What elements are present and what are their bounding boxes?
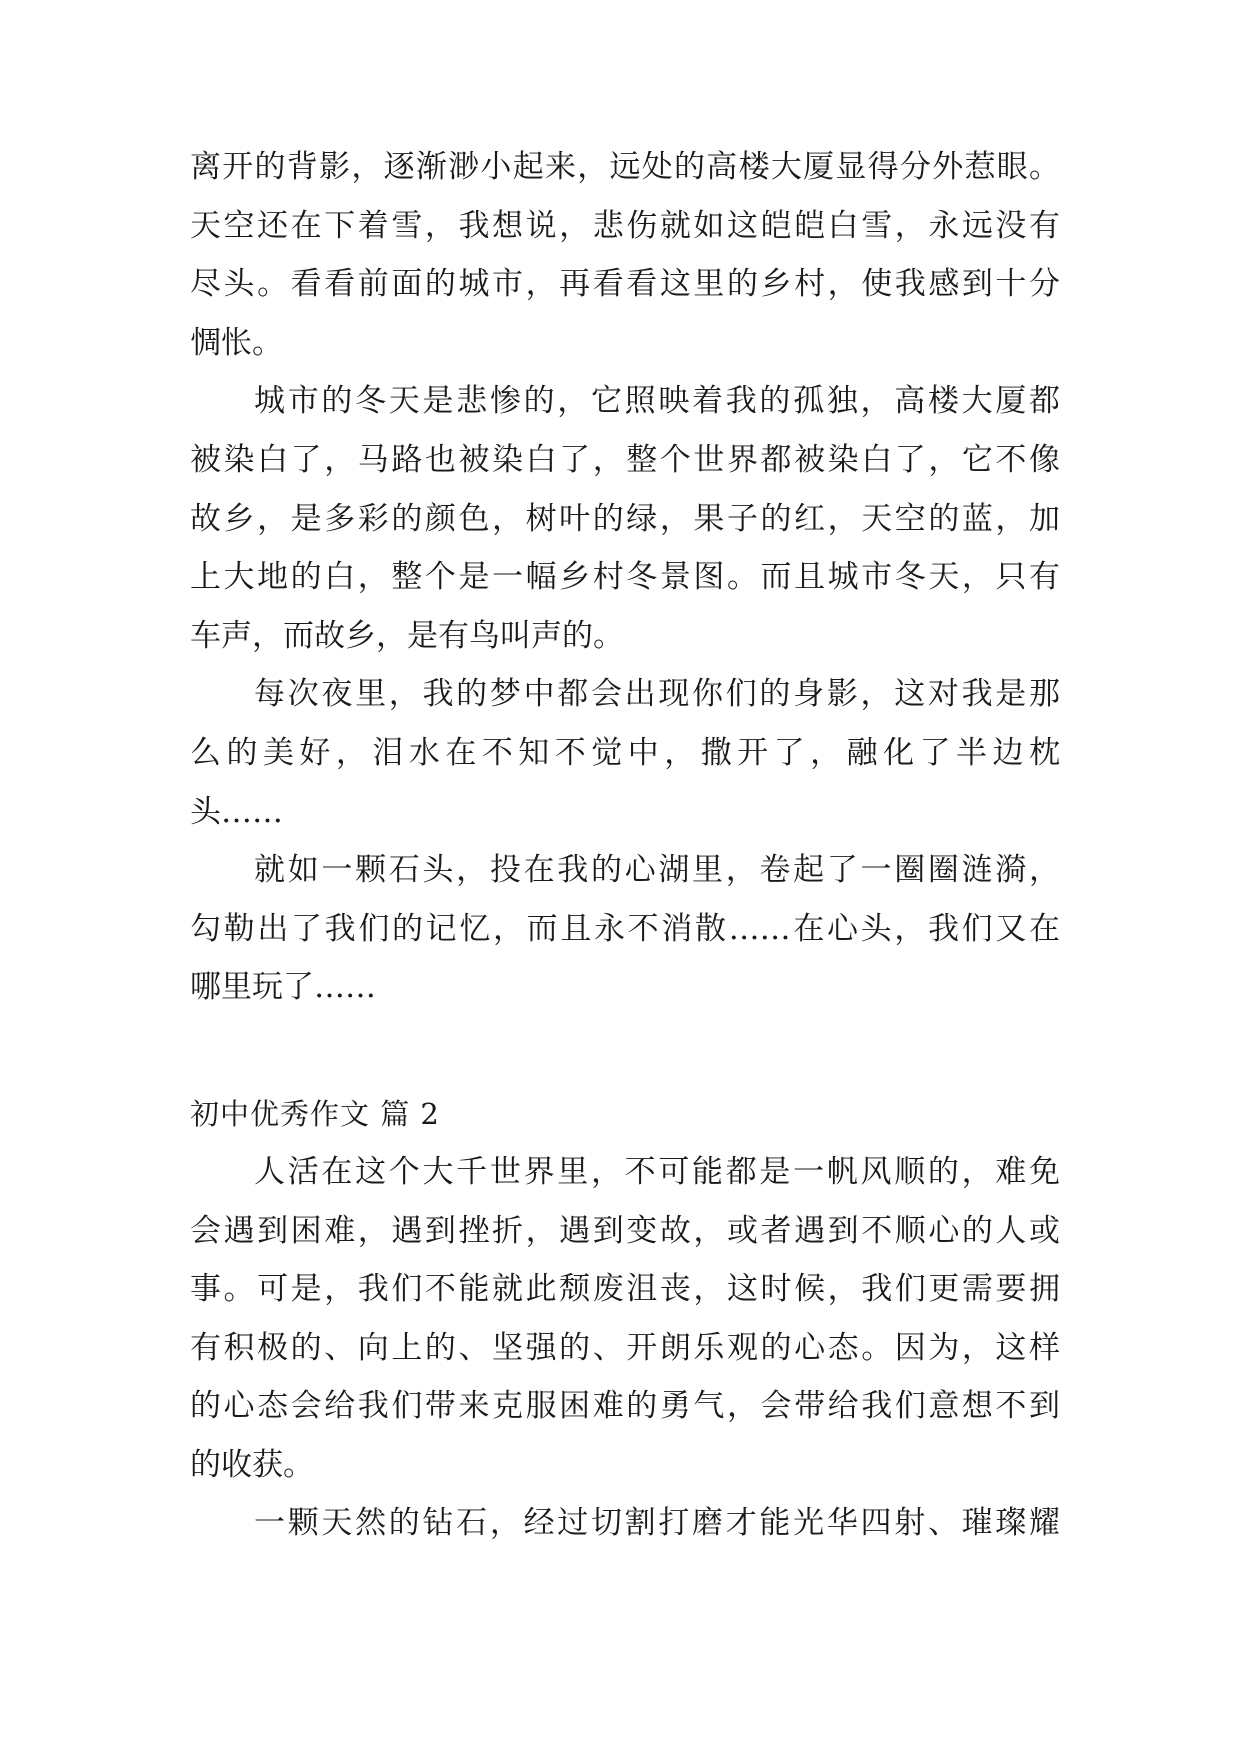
text-line: 每次夜里，我的梦中都会出现你们的身影，这对我是那 xyxy=(254,676,1060,713)
text-line: 离开的背影，逐渐渺小起来，远处的高楼大厦显得分外惹眼。 xyxy=(190,149,1060,185)
text-line: 惆怅。 xyxy=(190,324,283,361)
text-line: 一颗天然的钻石，经过切割打磨才能光华四射、璀璨耀 xyxy=(254,1505,1060,1542)
text-line: 故乡，是多彩的颜色，树叶的绿，果子的红，天空的蓝，加 xyxy=(190,500,1060,537)
paragraph xyxy=(190,372,1060,665)
paragraph xyxy=(190,841,1060,1017)
document-page xyxy=(190,138,1060,1553)
text-line: 会遇到困难，遇到挫折，遇到变故，或者遇到不顺心的人或 xyxy=(190,1212,1060,1249)
text-line: 头…… xyxy=(190,793,283,830)
text-line: 天空还在下着雪，我想说，悲伤就如这皑皑白雪，永远没有 xyxy=(190,207,1060,244)
text-line: 哪里玩了…… xyxy=(190,969,376,1006)
text-line: 的心态会给我们带来克服困难的勇气，会带给我们意想不到 xyxy=(190,1388,1060,1425)
text-line: 被染白了，马路也被染白了，整个世界都被染白了，它不像 xyxy=(190,441,1060,478)
text-line: 勾勒出了我们的记忆，而且永不消散……在心头，我们又在 xyxy=(190,910,1060,947)
section-heading: 初中优秀作文 篇 2 xyxy=(190,1096,440,1131)
text-line: 的收获。 xyxy=(190,1446,314,1483)
text-line: 人活在这个大千世界里，不可能都是一帆风顺的，难免 xyxy=(254,1153,1060,1190)
text-line: 有积极的、向上的、坚强的、开朗乐观的心态。因为，这样 xyxy=(190,1329,1060,1366)
section-gap xyxy=(190,1017,1060,1085)
paragraph xyxy=(190,138,1060,372)
text-line: 尽头。看看前面的城市，再看看这里的乡村，使我感到十分 xyxy=(190,266,1060,303)
text-line: 事。可是，我们不能就此颓废沮丧，这时候，我们更需要拥 xyxy=(190,1271,1060,1308)
paragraph xyxy=(190,1143,1060,1495)
text-line: 么的美好，泪水在不知不觉中，撒开了，融化了半边枕 xyxy=(190,734,1060,771)
text-line: 就如一颗石头，投在我的心湖里，卷起了一圈圈涟漪， xyxy=(254,852,1060,889)
paragraph xyxy=(190,665,1060,841)
text-line: 车声，而故乡，是有鸟叫声的。 xyxy=(190,617,624,654)
text-line: 城市的冬天是悲惨的，它照映着我的孤独，高楼大厦都 xyxy=(254,383,1060,420)
paragraph xyxy=(190,1494,1060,1553)
text-line: 上大地的白，整个是一幅乡村冬景图。而且城市冬天，只有 xyxy=(190,559,1060,596)
